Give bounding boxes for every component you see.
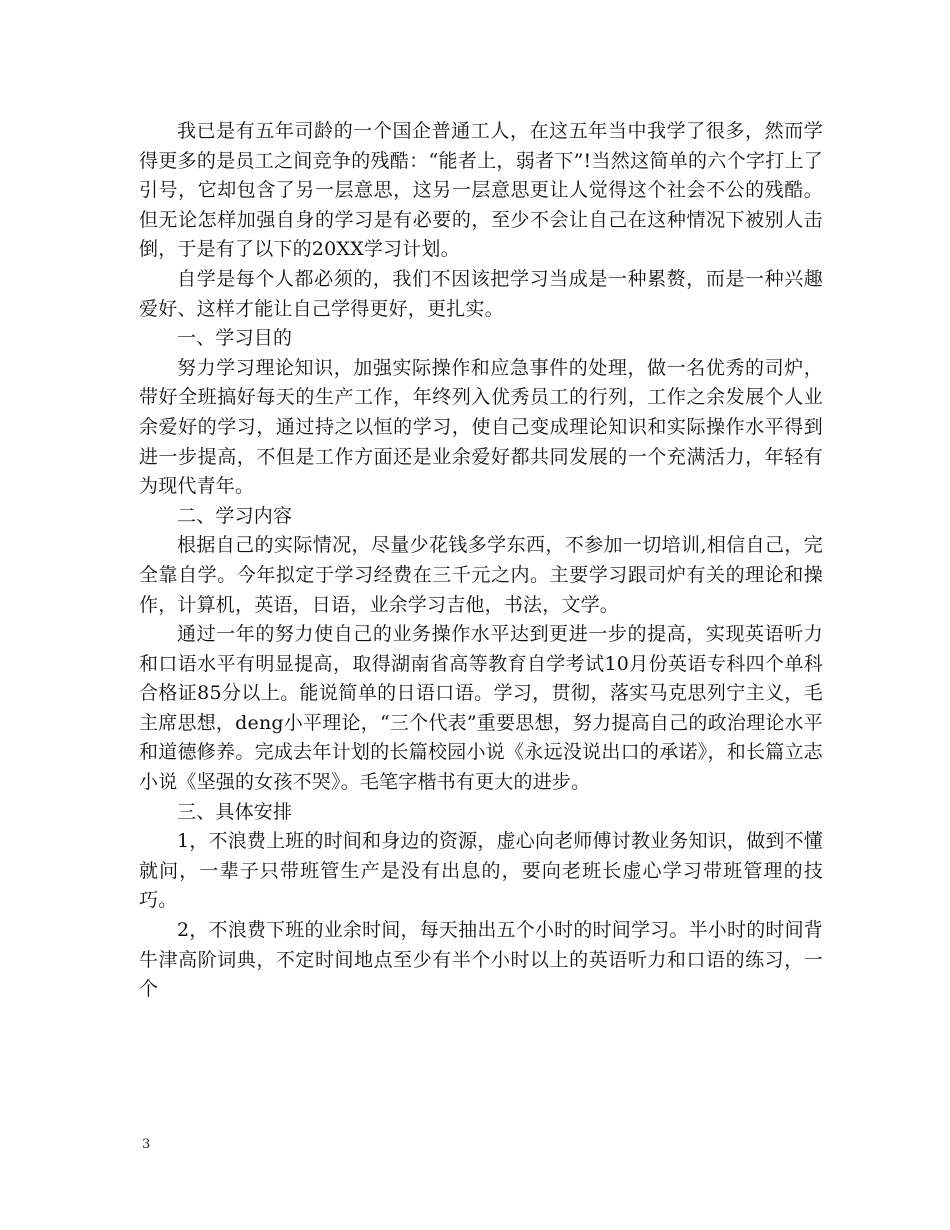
page-number: 3 [142,1137,151,1152]
document-body [139,117,823,1005]
section-heading-purpose: 一、学习目的 [177,327,293,350]
section-heading-arrangement: 三、具体安排 [177,800,293,823]
intro-paragraph: 我已是有五年司龄的一个国企普通工人，在这五年当中我学了很多，然而学得更多的是员工之间竞争的残酷：“能者上，弱者下”!当然这简单的六个字打上了引号，它却包含了另一层意思，这另一层意思更让人觉得这个社会不公的残酷。但无论怎样加强自身的学习是有必要的，至少不会让自己在这种情况下被别人击倒，于是有了以下的20XX学习计划。 [139,120,823,261]
section-heading-content: 二、学习内容 [177,504,293,527]
self-study-paragraph: 自学是每个人都必须的，我们不因该把学习当成是一种累赘，而是一种兴趣爱好、这样才能让自己学得更好，更扎实。 [139,267,823,320]
arrangement-item-1: 1，不浪费上班的时间和身边的资源，虚心向老师傅讨教业务知识，做到不懂就问，一辈子只带班管生产是没有出息的，要向老班长虚心学习带班管理的技巧。 [139,830,823,912]
content-paragraph: 根据自己的实际情况，尽量少花钱多学东西，不参加一切培训,相信自己，完全靠自学。今年拟定于学习经费在三千元之内。主要学习跟司炉有关的理论和操作，计算机，英语，日语，业余学习吉他，书法，文学。 [139,534,823,616]
arrangement-item-2: 2，不浪费下班的业余时间，每天抽出五个小时的时间学习。半小时的时间背牛津高阶词典，不定时间地点至少有半个小时以上的英语听力和口语的练习，一个 [139,919,823,1001]
purpose-paragraph: 努力学习理论知识，加强实际操作和应急事件的处理，做一名优秀的司炉，带好全班搞好每天的生产工作，年终列入优秀员工的行列，工作之余发展个人业余爱好的学习，通过持之以恒的学习，使自己变成理论知识和实际操作水平得到进一步提高，不但是工作方面还是业余爱好都共同发展的一个充满活力，年轻有为现代青年。 [139,356,823,498]
goals-paragraph: 通过一年的努力使自己的业务操作水平达到更进一步的提高，实现英语听力和口语水平有明显提高，取得湖南省高等教育自学考试10月份英语专科四个单科合格证85分以上。能说简单的日语口语。学习，贯彻，落实马克思列宁主义，毛主席思想，deng小平理论，“三个代表”重要思想，努力提高自己的政治理论水平和道德修养。完成去年计划的长篇校园小说《永远没说出口的承诺》，和长篇立志小说《坚强的女孩不哭》。毛笔字楷书有更大的进步。 [139,623,823,794]
